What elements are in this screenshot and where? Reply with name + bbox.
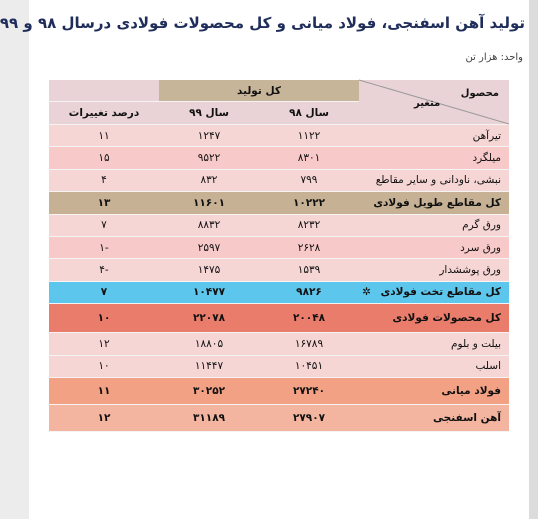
table-row: [49, 192, 509, 214]
cell-change: ۱۱: [49, 377, 159, 404]
row-label: میلگرد: [359, 147, 509, 169]
table-row: [49, 214, 509, 236]
cell-year98: ۱۱۲۲: [259, 125, 359, 147]
table-row: [49, 404, 509, 431]
cell-change: ۱۳: [49, 192, 159, 214]
table-row: [49, 304, 509, 333]
cell-change: ۱۰: [49, 304, 159, 333]
cell-change: ۱۲: [49, 404, 159, 431]
cell-year98: ۱۶۷۸۹: [259, 333, 359, 355]
row-label: ورق پوششدار: [359, 259, 509, 281]
row-label: تیرآهن: [359, 125, 509, 147]
row-label: بیلت و بلوم: [359, 333, 509, 355]
cell-change: ۱۱: [49, 125, 159, 147]
cell-year99: ۹۵۲۲: [159, 147, 259, 169]
table-row: [49, 125, 509, 147]
row-label: کل مقاطع طویل فولادی: [359, 192, 509, 214]
cell-year98: ۲۰۰۴۸: [259, 304, 359, 333]
cell-year99: ۱۰۴۷۷: [159, 281, 259, 303]
row-label: آهن اسفنجی: [359, 404, 509, 431]
table-row: [49, 377, 509, 404]
cell-year99: ۳۱۱۸۹: [159, 404, 259, 431]
row-label: اسلب: [359, 355, 509, 377]
row-label: ورق گرم: [359, 214, 509, 236]
header-empty-cell: [49, 80, 159, 102]
header-variable: متغیر: [414, 98, 441, 109]
table-row: [49, 147, 509, 169]
cell-year98: ۹۸۲۶: [259, 281, 359, 303]
header-year98: سال ۹۸: [259, 102, 359, 125]
cell-year98: ۱۰۲۲۲: [259, 192, 359, 214]
cell-year99: ۲۵۹۷: [159, 236, 259, 258]
cell-change: ۷: [49, 214, 159, 236]
cell-year98: ۸۳۰۱: [259, 147, 359, 169]
cell-year98: ۲۷۹۰۷: [259, 404, 359, 431]
cell-year98: ۷۹۹: [259, 169, 359, 191]
cell-year99: ۱۱۴۴۷: [159, 355, 259, 377]
cell-change: -۴: [49, 259, 159, 281]
cell-year99: ۸۳۲: [159, 169, 259, 191]
cell-year98: ۱۰۴۵۱: [259, 355, 359, 377]
header-change: درصد تغییرات: [49, 102, 159, 125]
cell-year99: ۱۲۴۷: [159, 125, 259, 147]
cell-change: ۴: [49, 169, 159, 191]
unit-label: واحد: هزار تن: [465, 52, 523, 63]
header-total-production: کل تولید: [159, 80, 359, 102]
row-label: ورق سرد: [359, 236, 509, 258]
table-row: [49, 333, 509, 355]
row-label: نبشی، ناودانی و سایر مقاطع: [359, 169, 509, 191]
cell-year99: ۱۱۶۰۱: [159, 192, 259, 214]
header-product: محصول: [460, 88, 499, 99]
cell-change: ۱۵: [49, 147, 159, 169]
cell-year98: ۲۷۲۴۰: [259, 377, 359, 404]
row-label-cell: [359, 281, 509, 303]
production-table: [49, 80, 509, 432]
cell-year98: ۸۲۳۲: [259, 214, 359, 236]
cell-year99: ۸۸۳۲: [159, 214, 259, 236]
cell-change: ۱۰: [49, 355, 159, 377]
table-row: [49, 236, 509, 258]
star-icon: ✲: [362, 286, 371, 299]
cell-year99: ۱۸۸۰۵: [159, 333, 259, 355]
corner-header-cell: [359, 80, 509, 125]
cell-change: ۱۲: [49, 333, 159, 355]
row-label: کل محصولات فولادی: [359, 304, 509, 333]
cell-change: -۱: [49, 236, 159, 258]
table-row: [49, 355, 509, 377]
window-edge: [529, 0, 538, 519]
row-label: کل مقاطع تخت فولادی: [380, 286, 501, 299]
table-row: [49, 169, 509, 191]
cell-year98: ۱۵۳۹: [259, 259, 359, 281]
cell-change: ۷: [49, 281, 159, 303]
cell-year99: ۲۲۰۷۸: [159, 304, 259, 333]
table-row: [49, 259, 509, 281]
cell-year99: ۳۰۲۵۲: [159, 377, 259, 404]
cell-year99: ۱۴۷۵: [159, 259, 259, 281]
header-year99: سال ۹۹: [159, 102, 259, 125]
cell-year98: ۲۶۲۸: [259, 236, 359, 258]
row-label: فولاد میانی: [359, 377, 509, 404]
page-title: تولید آهن اسفنجی، فولاد میانی و کل محصولات فولادی درسال ۹۸ و ۹۹: [0, 14, 525, 32]
table-row: [49, 281, 509, 303]
